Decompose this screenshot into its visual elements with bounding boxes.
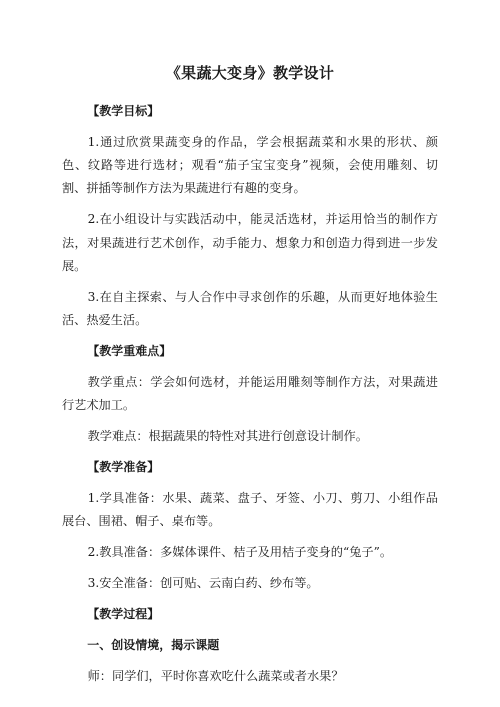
- section-heading-preparation: 【教学准备】: [87, 460, 160, 475]
- paragraph: 2.教具准备：多媒体课件、桔子及用桔子变身的“兔子”。: [87, 545, 393, 560]
- paragraph: 教学难点：根据蔬果的特性对其进行创意设计制作。: [87, 429, 368, 444]
- paragraph: 教学重点：学会如何选材，并能运用雕刻等制作方法，对果蔬进行艺术加工。: [62, 375, 438, 413]
- document-body: [62, 100, 438, 696]
- section-heading-objectives: 【教学目标】: [87, 104, 160, 118]
- document-title: 《果蔬大变身》教学设计: [165, 64, 335, 82]
- paragraph: 3.安全准备：创可贴、云南白药、纱布等。: [87, 576, 319, 591]
- paragraph: 2.在小组设计与实践活动中，能灵活选材，并运用恰当的制作方法，对果蔬进行艺术创作，动手能力、想象力和创造力得到进一步发展。: [62, 212, 438, 273]
- paragraph: 3.在自主探索、与人合作中寻求创作的乐趣，从而更好地体验生活、热爱生活。: [62, 289, 438, 328]
- paragraph: 1.通过欣赏果蔬变身的作品，学会根据蔬菜和水果的形状、颜色、纹路等进行选材；观看“茄子宝宝变身”视频，会使用雕刻、切割、拼插等制作方法为果蔬进行有趣的变身。: [62, 135, 438, 196]
- paragraph: 师：同学们，平时你喜欢吃什么蔬菜或者水果？: [87, 669, 344, 684]
- paragraph: 1.学具准备：水果、蔬菜、盘子、牙签、小刀、剪刀、小组作品展台、围裙、帽子、桌布等。: [62, 491, 438, 529]
- section-heading-process: 【教学过程】: [87, 607, 160, 622]
- section-heading-key-points: 【教学重难点】: [87, 344, 172, 359]
- subsection-heading-intro: 一、创设情境，揭示课题: [87, 638, 220, 653]
